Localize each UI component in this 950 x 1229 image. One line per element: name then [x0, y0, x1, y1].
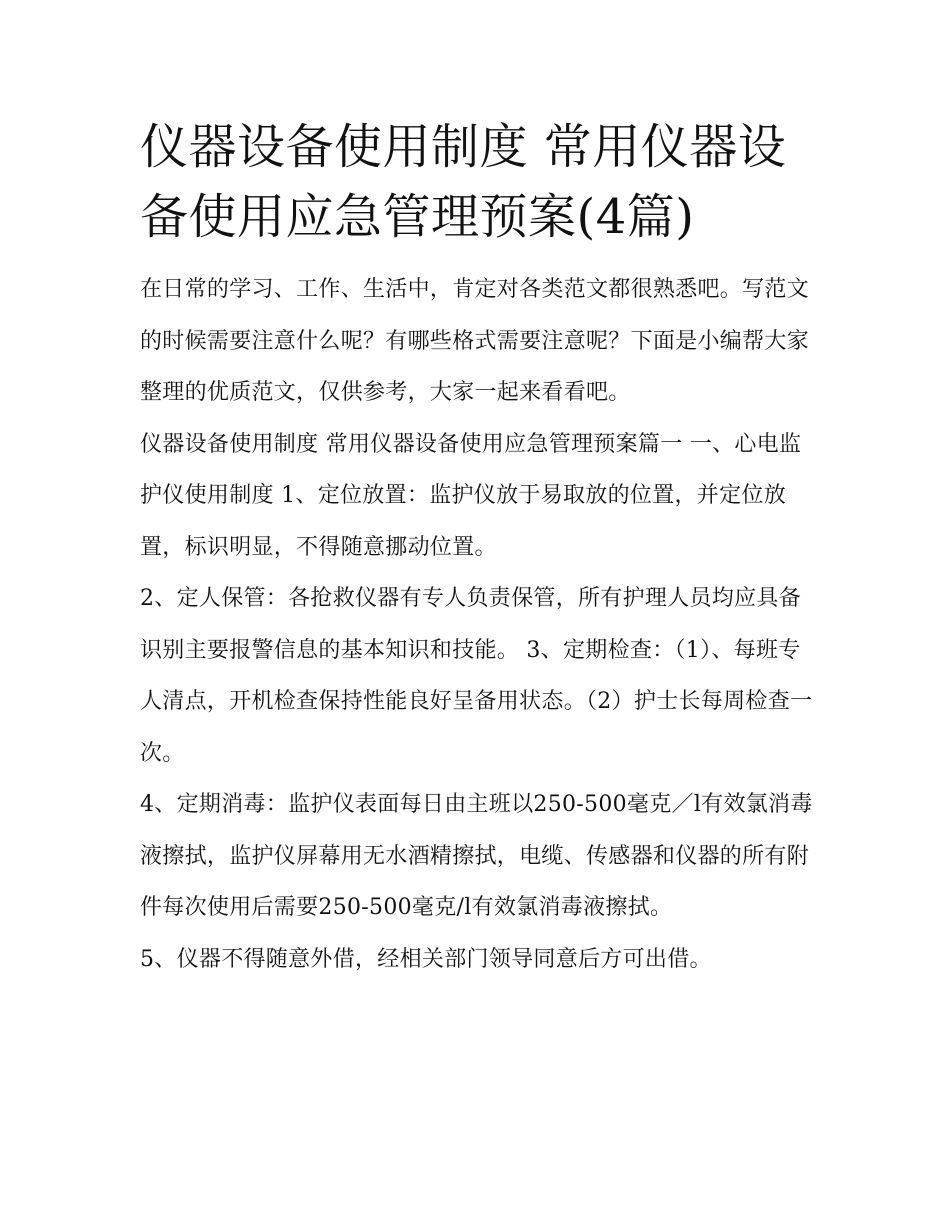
paragraph-intro: 在日常的学习、工作、生活中，肯定对各类范文都很熟悉吧。写范文的时候需要注意什么呢？有哪些格式需要注意呢？下面是小编帮大家整理的优质范文，仅供参考，大家一起来看看吧。	[140, 277, 810, 405]
paragraph-lending: 5、仪器不得随意外借，经相关部门领导同意后方可出借。	[140, 946, 712, 972]
paragraph-disinfection: 4、定期消毒：监护仪表面每日由主班以250-500毫克／l有效氯消毒液擦拭，监护仪屏幕用无水酒精擦拭，电缆、传感器和仪器的所有附件每次使用后需要250-500毫克/l有效氯消毒液擦拭。	[140, 792, 813, 920]
document-title: 仪器设备使用制度 常用仪器设备使用应急管理预案(4篇)	[140, 119, 787, 245]
document-body	[140, 112, 816, 985]
paragraph-custody-inspection: 2、定人保管：各抢救仪器有专人负责保管，所有护理人员均应具备识别主要报警信息的基本知识和技能。 3、定期检查：（1）、每班专人清点，开机检查保持性能良好呈备用状态。（2）护士长每周检查一次。	[140, 586, 813, 766]
paragraph-section-one: 仪器设备使用制度 常用仪器设备使用应急管理预案篇一 一、心电监护仪使用制度 1、定位放置：监护仪放于易取放的位置，并定位放置，标识明显，不得随意挪动位置。	[140, 431, 802, 560]
